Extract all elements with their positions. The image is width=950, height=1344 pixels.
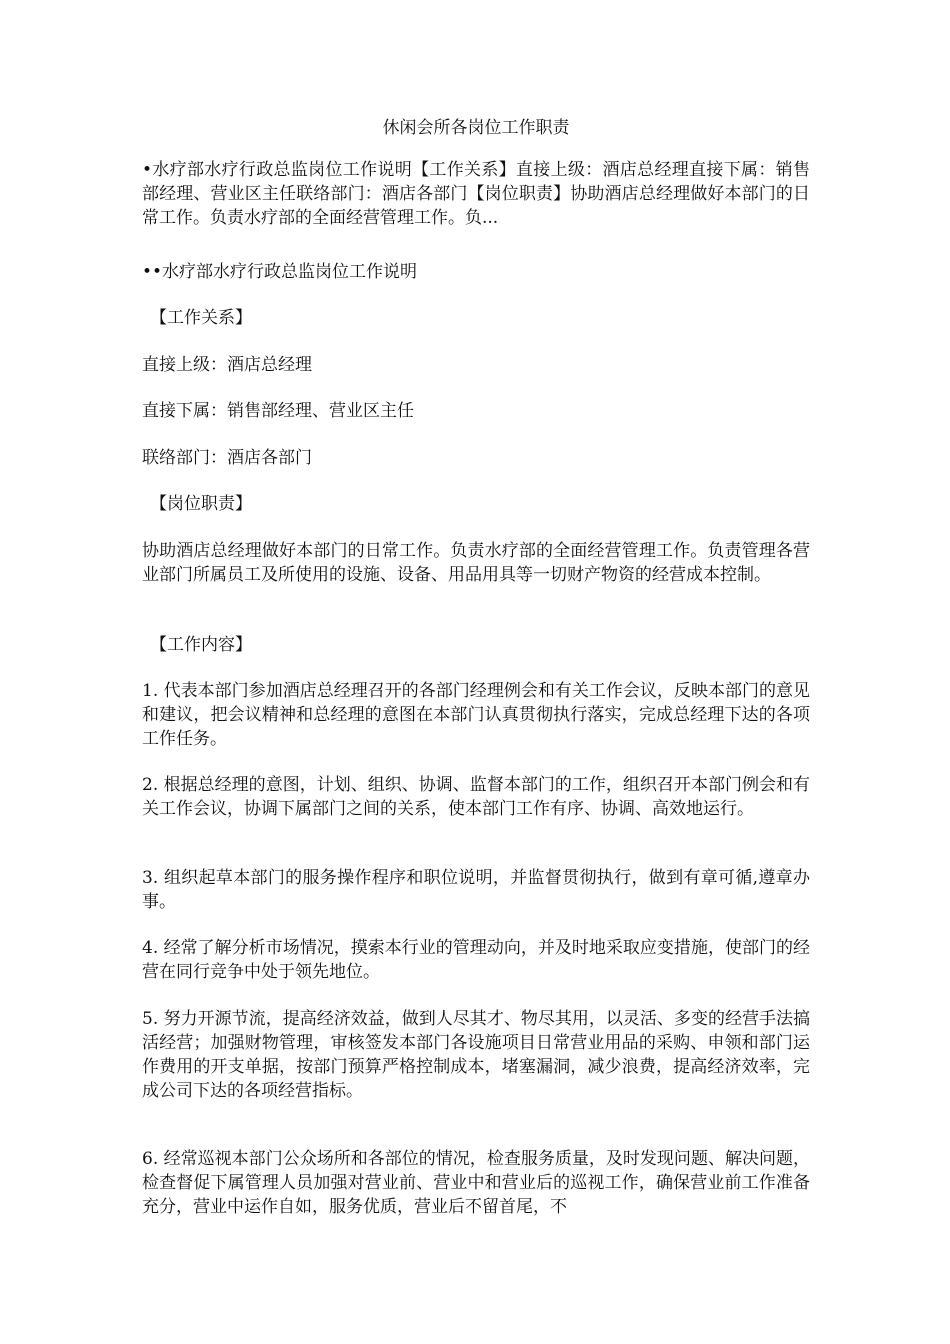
list-item: 3. 组织起草本部门的服务操作程序和职位说明，并监督贯彻执行，做到有章可循,遵章办事。 — [142, 868, 810, 912]
list-item: 4. 经常了解分析市场情况，摸索本行业的管理动向，并及时地采取应变措施，使部门的经营在同行竞争中处于领先地位。 — [142, 938, 810, 982]
document-title: 休闲会所各岗位工作职责 — [382, 118, 570, 138]
intro-paragraph: ••水疗部水疗行政总监岗位工作说明 — [142, 262, 418, 282]
superior-line: 直接上级：酒店总经理 — [142, 355, 312, 375]
section-heading-content: 【工作内容】 — [150, 635, 252, 655]
duty-paragraph: 协助酒店总经理做好本部门的日常工作。负责水疗部的全面经营管理工作。负责管理各营业部门所属员工及所使用的设施、设备、用品用具等一切财产物资的经营成本控制。 — [142, 541, 810, 585]
subordinate-line: 直接下属：销售部经理、营业区主任 — [142, 401, 414, 421]
section-heading-relation: 【工作关系】 — [150, 308, 252, 328]
list-item: 5. 努力开源节流，提高经济效益，做到人尽其才、物尽其用，以灵活、多变的经营手法搞活经营；加强财物管理，审核签发本部门各设施项目日常营业用品的采购、申领和部门运作费用的开支单据，按部门预算严格控制成本，堵塞漏洞，减少浪费，提高经济效率，完成公司下达的各项经营指标。 — [142, 1009, 810, 1101]
list-item: 2. 根据总经理的意图，计划、组织、协调、监督本部门的工作，组织召开本部门例会和有关工作会议，协调下属部门之间的关系，使本部门工作有序、协调、高效地运行。 — [142, 775, 810, 819]
list-item: 1. 代表本部门参加酒店总经理召开的各部门经理例会和有关工作会议，反映本部门的意见和建议，把会议精神和总经理的意图在本部门认真贯彻执行落实，完成总经理下达的各项工作任务。 — [142, 681, 810, 749]
liaison-line: 联络部门：酒店各部门 — [142, 448, 312, 468]
list-item: 6. 经常巡视本部门公众场所和各部位的情况，检查服务质量，及时发现问题、解决问题，检查督促下属管理人员加强对营业前、营业中和营业后的巡视工作，确保营业前工作准备充分，营业中运作自如，服务优质，营业后不留首尾，不 — [142, 1149, 810, 1217]
summary-paragraph: •水疗部水疗行政总监岗位工作说明【工作关系】直接上级：酒店总经理直接下属：销售部经理、营业区主任联络部门：酒店各部门【岗位职责】协助酒店总经理做好本部门的日常工作。负责水疗部的全面经营管理工作。负... — [142, 160, 810, 228]
section-heading-duty: 【岗位职责】 — [150, 494, 252, 514]
